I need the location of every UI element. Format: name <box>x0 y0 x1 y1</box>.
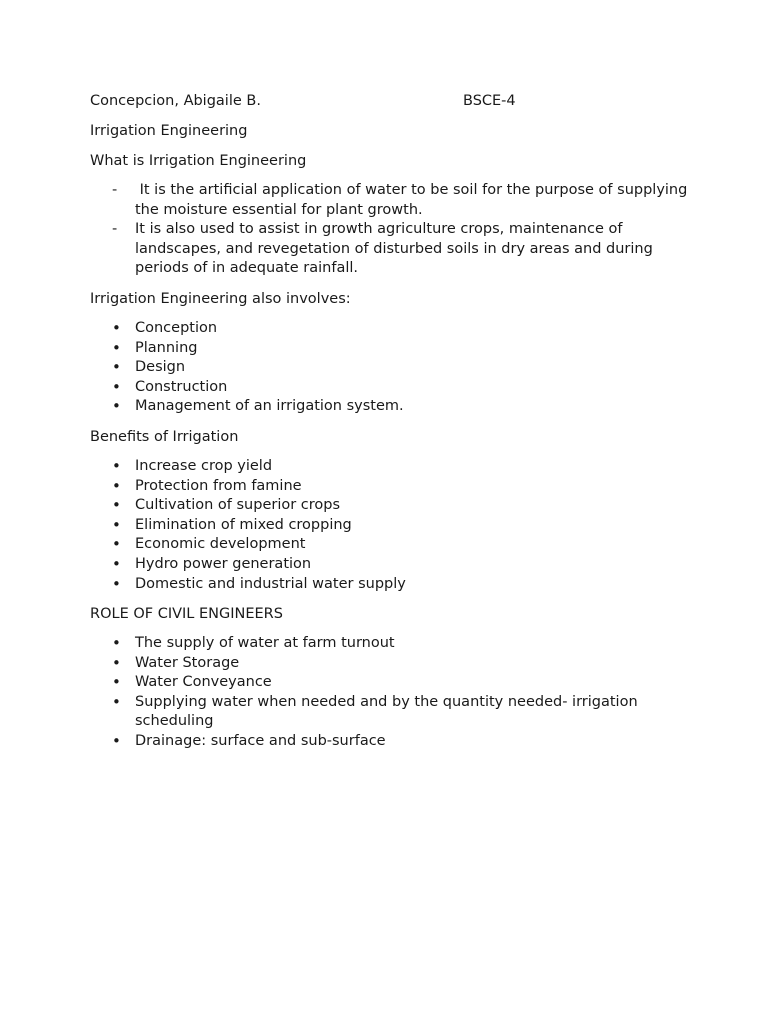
list-item <box>90 397 690 417</box>
bullet-marker: • <box>112 732 121 751</box>
bullet-marker: • <box>112 634 121 653</box>
bullet-marker: • <box>112 515 121 534</box>
dash-marker: - <box>112 182 118 198</box>
definition-list <box>90 181 690 279</box>
list-item-text: Increase crop yield <box>135 457 273 474</box>
bullet-marker: • <box>112 456 121 475</box>
list-item <box>90 378 690 398</box>
bullet-marker: • <box>112 358 121 377</box>
list-item-text: Hydro power generation <box>135 555 312 572</box>
list-item-text: Protection from famine <box>135 477 302 494</box>
list-item-text: Conception <box>135 319 218 336</box>
definition-question: What is Irrigation Engineering <box>90 153 307 169</box>
list-item <box>90 575 690 595</box>
list-item <box>90 181 690 220</box>
list-item-text: It is also used to assist in growth agriculture crops, maintenance of landscapes, and revegetation of disturbed soils in dry areas and during periods of in adequate rainfall. <box>135 221 653 277</box>
list-item-text: Water Storage <box>135 654 240 671</box>
involves-list <box>90 319 690 417</box>
dash-marker: - <box>112 221 118 238</box>
bullet-marker: • <box>112 692 121 711</box>
benefits-list <box>90 457 690 594</box>
bullet-marker: • <box>112 476 121 495</box>
list-item-text: Economic development <box>135 536 306 553</box>
list-item <box>90 477 690 497</box>
list-item <box>90 732 690 752</box>
list-item-text: Planning <box>135 339 198 356</box>
author-name: Concepcion, Abigaile B. <box>90 93 261 109</box>
bullet-marker: • <box>112 673 121 692</box>
bullet-marker: • <box>112 554 121 573</box>
list-item <box>90 220 690 279</box>
list-item <box>90 693 690 732</box>
list-item-text: Drainage: surface and sub-surface <box>135 733 386 750</box>
list-item <box>90 358 690 378</box>
list-item-text: Domestic and industrial water supply <box>135 575 406 592</box>
list-item <box>90 339 690 359</box>
bullet-marker: • <box>112 653 121 672</box>
list-item <box>90 654 690 674</box>
document-title: Irrigation Engineering <box>90 123 248 139</box>
header-line <box>90 91 690 111</box>
bullet-marker: • <box>112 574 121 593</box>
bullet-marker: • <box>112 338 121 357</box>
list-item <box>90 535 690 555</box>
list-item-text: It is the artificial application of water to be soil for the purpose of supplying the moisture essential for plant growth. <box>135 182 692 218</box>
list-item <box>90 319 690 339</box>
list-item-text: Cultivation of superior crops <box>135 497 341 514</box>
bullet-marker: • <box>112 535 121 554</box>
list-item-text: Construction <box>135 378 228 395</box>
list-item <box>90 496 690 516</box>
benefits-heading: Benefits of Irrigation <box>90 428 239 445</box>
list-item <box>90 555 690 575</box>
bullet-marker: • <box>112 318 121 337</box>
bullet-marker: • <box>112 496 121 515</box>
list-item-text: The supply of water at farm turnout <box>135 635 395 652</box>
course-code: BSCE-4 <box>463 93 516 109</box>
list-item <box>90 634 690 654</box>
list-item-text: Elimination of mixed cropping <box>135 516 352 533</box>
bullet-marker: • <box>112 397 121 416</box>
list-item-text: Management of an irrigation system. <box>135 398 404 415</box>
involves-heading: Irrigation Engineering also involves: <box>90 290 351 307</box>
role-heading: ROLE OF CIVIL ENGINEERS <box>90 606 283 623</box>
list-item-text: Design <box>135 359 186 376</box>
list-item-text: Supplying water when needed and by the quantity needed- irrigation scheduling <box>135 693 638 730</box>
list-item-text: Water Conveyance <box>135 674 272 691</box>
role-list <box>90 634 690 752</box>
document-page <box>90 91 690 762</box>
list-item <box>90 673 690 693</box>
bullet-marker: • <box>112 377 121 396</box>
list-item <box>90 457 690 477</box>
list-item <box>90 516 690 536</box>
